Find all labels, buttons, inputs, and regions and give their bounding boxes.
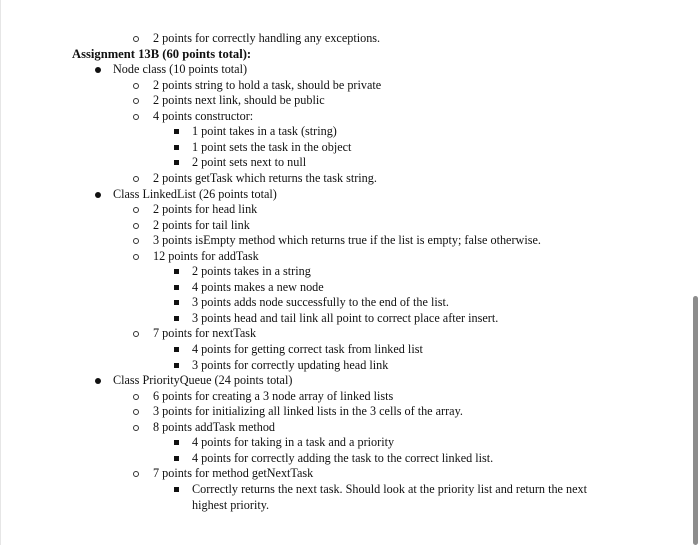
bullet-square-icon [174,155,179,170]
list-item-text: 12 points for addTask [153,249,259,263]
list-item-text: 3 points for initializing all linked lists in the 3 cells of the array. [153,404,463,418]
list-item-text: Correctly returns the next task. Should look at the priority list and return the next [192,482,587,496]
list-item-text: 2 points takes in a string [192,264,311,278]
scrollbar[interactable] [690,0,700,545]
list-item-text: 2 points for tail link [153,218,250,232]
bullet-circle-icon [133,78,139,93]
bullet-circle-icon [133,218,139,233]
bullet-circle-icon [133,109,139,124]
bullet-square-icon [174,311,179,326]
bullet-square-icon [174,435,179,450]
list-item-text: 4 points for correctly adding the task to the correct linked list. [192,451,494,465]
section-heading: Assignment 13B (60 points total): [72,47,252,61]
list-item-text: 2 point sets next to null [192,155,307,169]
list-item-text: Node class (10 points total) [113,62,248,76]
list-item-text: 3 points head and tail link all point to correct place after insert. [192,311,499,325]
bullet-circle-icon [133,466,139,481]
page-edge [0,0,1,545]
bullet-circle-icon [133,31,139,46]
bullet-disc-icon [95,62,101,77]
list-item-text: 3 points isEmpty method which returns true if the list is empty; false otherwise. [153,233,541,247]
bullet-circle-icon [133,420,139,435]
list-item-text: 6 points for creating a 3 node array of linked lists [153,389,394,403]
bullet-square-icon [174,140,179,155]
bullet-square-icon [174,451,179,466]
bullet-square-icon [174,280,179,295]
list-item-text: 1 point sets the task in the object [192,140,352,154]
bullet-square-icon [174,482,179,497]
list-item-text: highest priority. [192,498,270,512]
list-item-text: 2 points string to hold a task, should be private [153,78,382,92]
bullet-disc-icon [95,373,101,388]
list-item-text: 2 points next link, should be public [153,93,325,107]
bullet-circle-icon [133,202,139,217]
bullet-circle-icon [133,233,139,248]
bullet-circle-icon [133,249,139,264]
list-item-text: 2 points for correctly handling any exceptions. [153,31,381,45]
bullet-circle-icon [133,389,139,404]
bullet-square-icon [174,295,179,310]
list-item-text: 4 points makes a new node [192,280,324,294]
list-item-text: 2 points for head link [153,202,258,216]
list-item-text: Class PriorityQueue (24 points total) [113,373,293,387]
bullet-circle-icon [133,326,139,341]
bullet-circle-icon [133,93,139,108]
bullet-square-icon [174,264,179,279]
bullet-square-icon [174,342,179,357]
list-item-text: 1 point takes in a task (string) [192,124,337,138]
scrollbar-thumb[interactable] [693,296,698,545]
list-item-text: 4 points constructor: [153,109,254,123]
list-item-text: Class LinkedList (26 points total) [113,187,277,201]
list-item-text: 3 points adds node successfully to the end of the list. [192,295,449,309]
bullet-disc-icon [95,187,101,202]
list-item-text: 4 points for getting correct task from linked list [192,342,423,356]
list-item-text: 3 points for correctly updating head link [192,358,389,372]
list-item-text: 4 points for taking in a task and a priority [192,435,395,449]
bullet-square-icon [174,124,179,139]
list-item-text: 8 points addTask method [153,420,276,434]
bullet-circle-icon [133,171,139,186]
bullet-circle-icon [133,404,139,419]
list-item-text: 2 points getTask which returns the task string. [153,171,377,185]
list-item-text: 7 points for nextTask [153,326,257,340]
list-item-text: 7 points for method getNextTask [153,466,314,480]
bullet-square-icon [174,358,179,373]
